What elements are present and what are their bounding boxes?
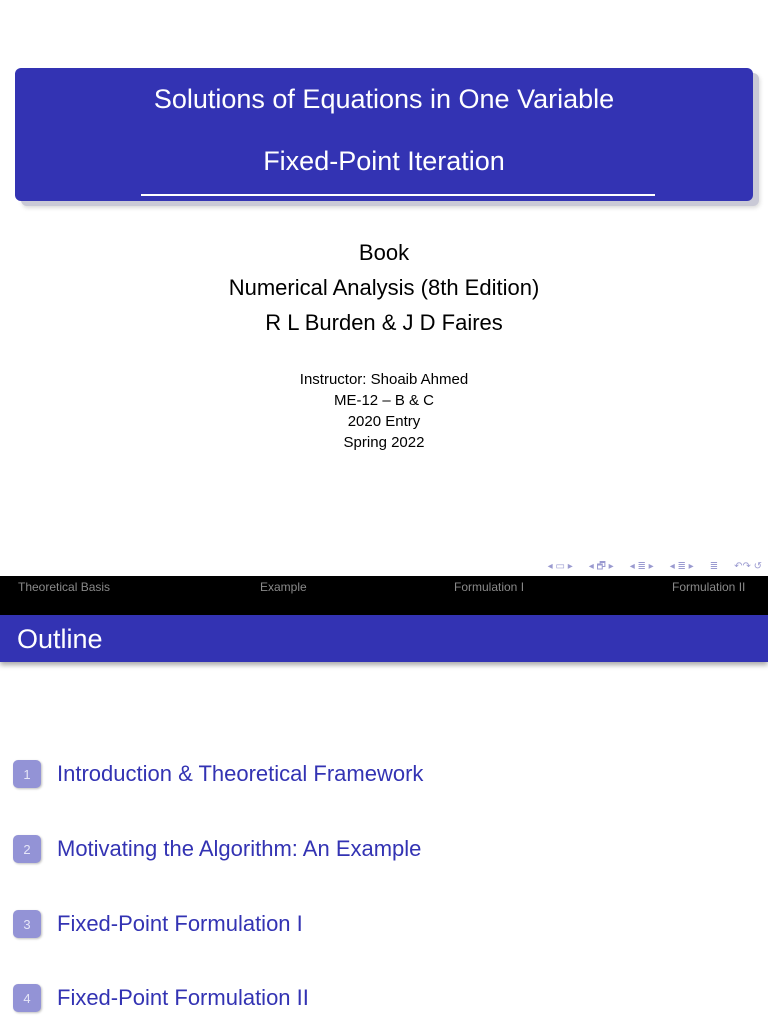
instructor-line: Instructor: Shoaib Ahmed — [299, 371, 469, 388]
outline-number-badge: 4 — [13, 984, 41, 1012]
outline-item[interactable] — [13, 833, 421, 865]
section-nav-formulation-2[interactable]: Formulation II — [672, 580, 746, 594]
nav-section-icon[interactable]: ◂ ≣ ▸ — [629, 561, 654, 572]
nav-document-icon[interactable]: ◂ ≣ ▸ — [669, 561, 694, 572]
section-nav-example[interactable]: Example — [260, 580, 307, 594]
outline-item-label[interactable]: Motivating the Algorithm: An Example — [57, 836, 422, 861]
nav-appendix-icon[interactable]: ≣ — [709, 561, 719, 572]
presentation-subtitle: Fixed-Point Iteration — [263, 146, 505, 176]
outline-item[interactable] — [13, 758, 423, 790]
section-nav-theoretical-basis[interactable]: Theoretical Basis — [18, 580, 111, 594]
outline-item-label[interactable]: Fixed-Point Formulation II — [57, 985, 309, 1010]
outline-item-label[interactable]: Introduction & Theoretical Framework — [57, 761, 424, 786]
outline-number-badge: 3 — [13, 910, 41, 938]
frame-title-bar — [0, 615, 768, 662]
title-divider — [141, 194, 655, 196]
book-title: Numerical Analysis (8th Edition) — [228, 275, 540, 300]
frame-title: Outline — [17, 624, 103, 654]
title-box — [15, 68, 753, 201]
semester-line: Spring 2022 — [343, 434, 425, 451]
beamer-navigation — [548, 561, 762, 573]
outline-number-badge: 1 — [13, 760, 41, 788]
outline-number-badge: 2 — [13, 835, 41, 863]
class-line: ME-12 – B & C — [333, 392, 435, 409]
section-navigation-bar — [0, 576, 768, 615]
nav-frame-icon[interactable]: ◂ ▭ ▸ — [547, 561, 573, 572]
book-authors: R L Burden & J D Faires — [265, 310, 503, 335]
nav-subsection-icon[interactable]: ◂ 🗗 ▸ — [588, 561, 614, 572]
book-reference — [0, 235, 768, 340]
nav-search-icon[interactable]: ↶↷ ↺ — [734, 561, 762, 572]
outline-slide — [0, 576, 768, 1024]
outline-item-label[interactable]: Fixed-Point Formulation I — [57, 911, 303, 936]
entry-line: 2020 Entry — [347, 413, 421, 430]
outline-item[interactable] — [13, 982, 309, 1014]
book-label: Book — [358, 240, 410, 265]
outline-item[interactable] — [13, 908, 303, 940]
course-info — [0, 369, 768, 453]
section-nav-formulation-1[interactable]: Formulation I — [454, 580, 525, 594]
presentation-title: Solutions of Equations in One Variable — [153, 84, 615, 114]
